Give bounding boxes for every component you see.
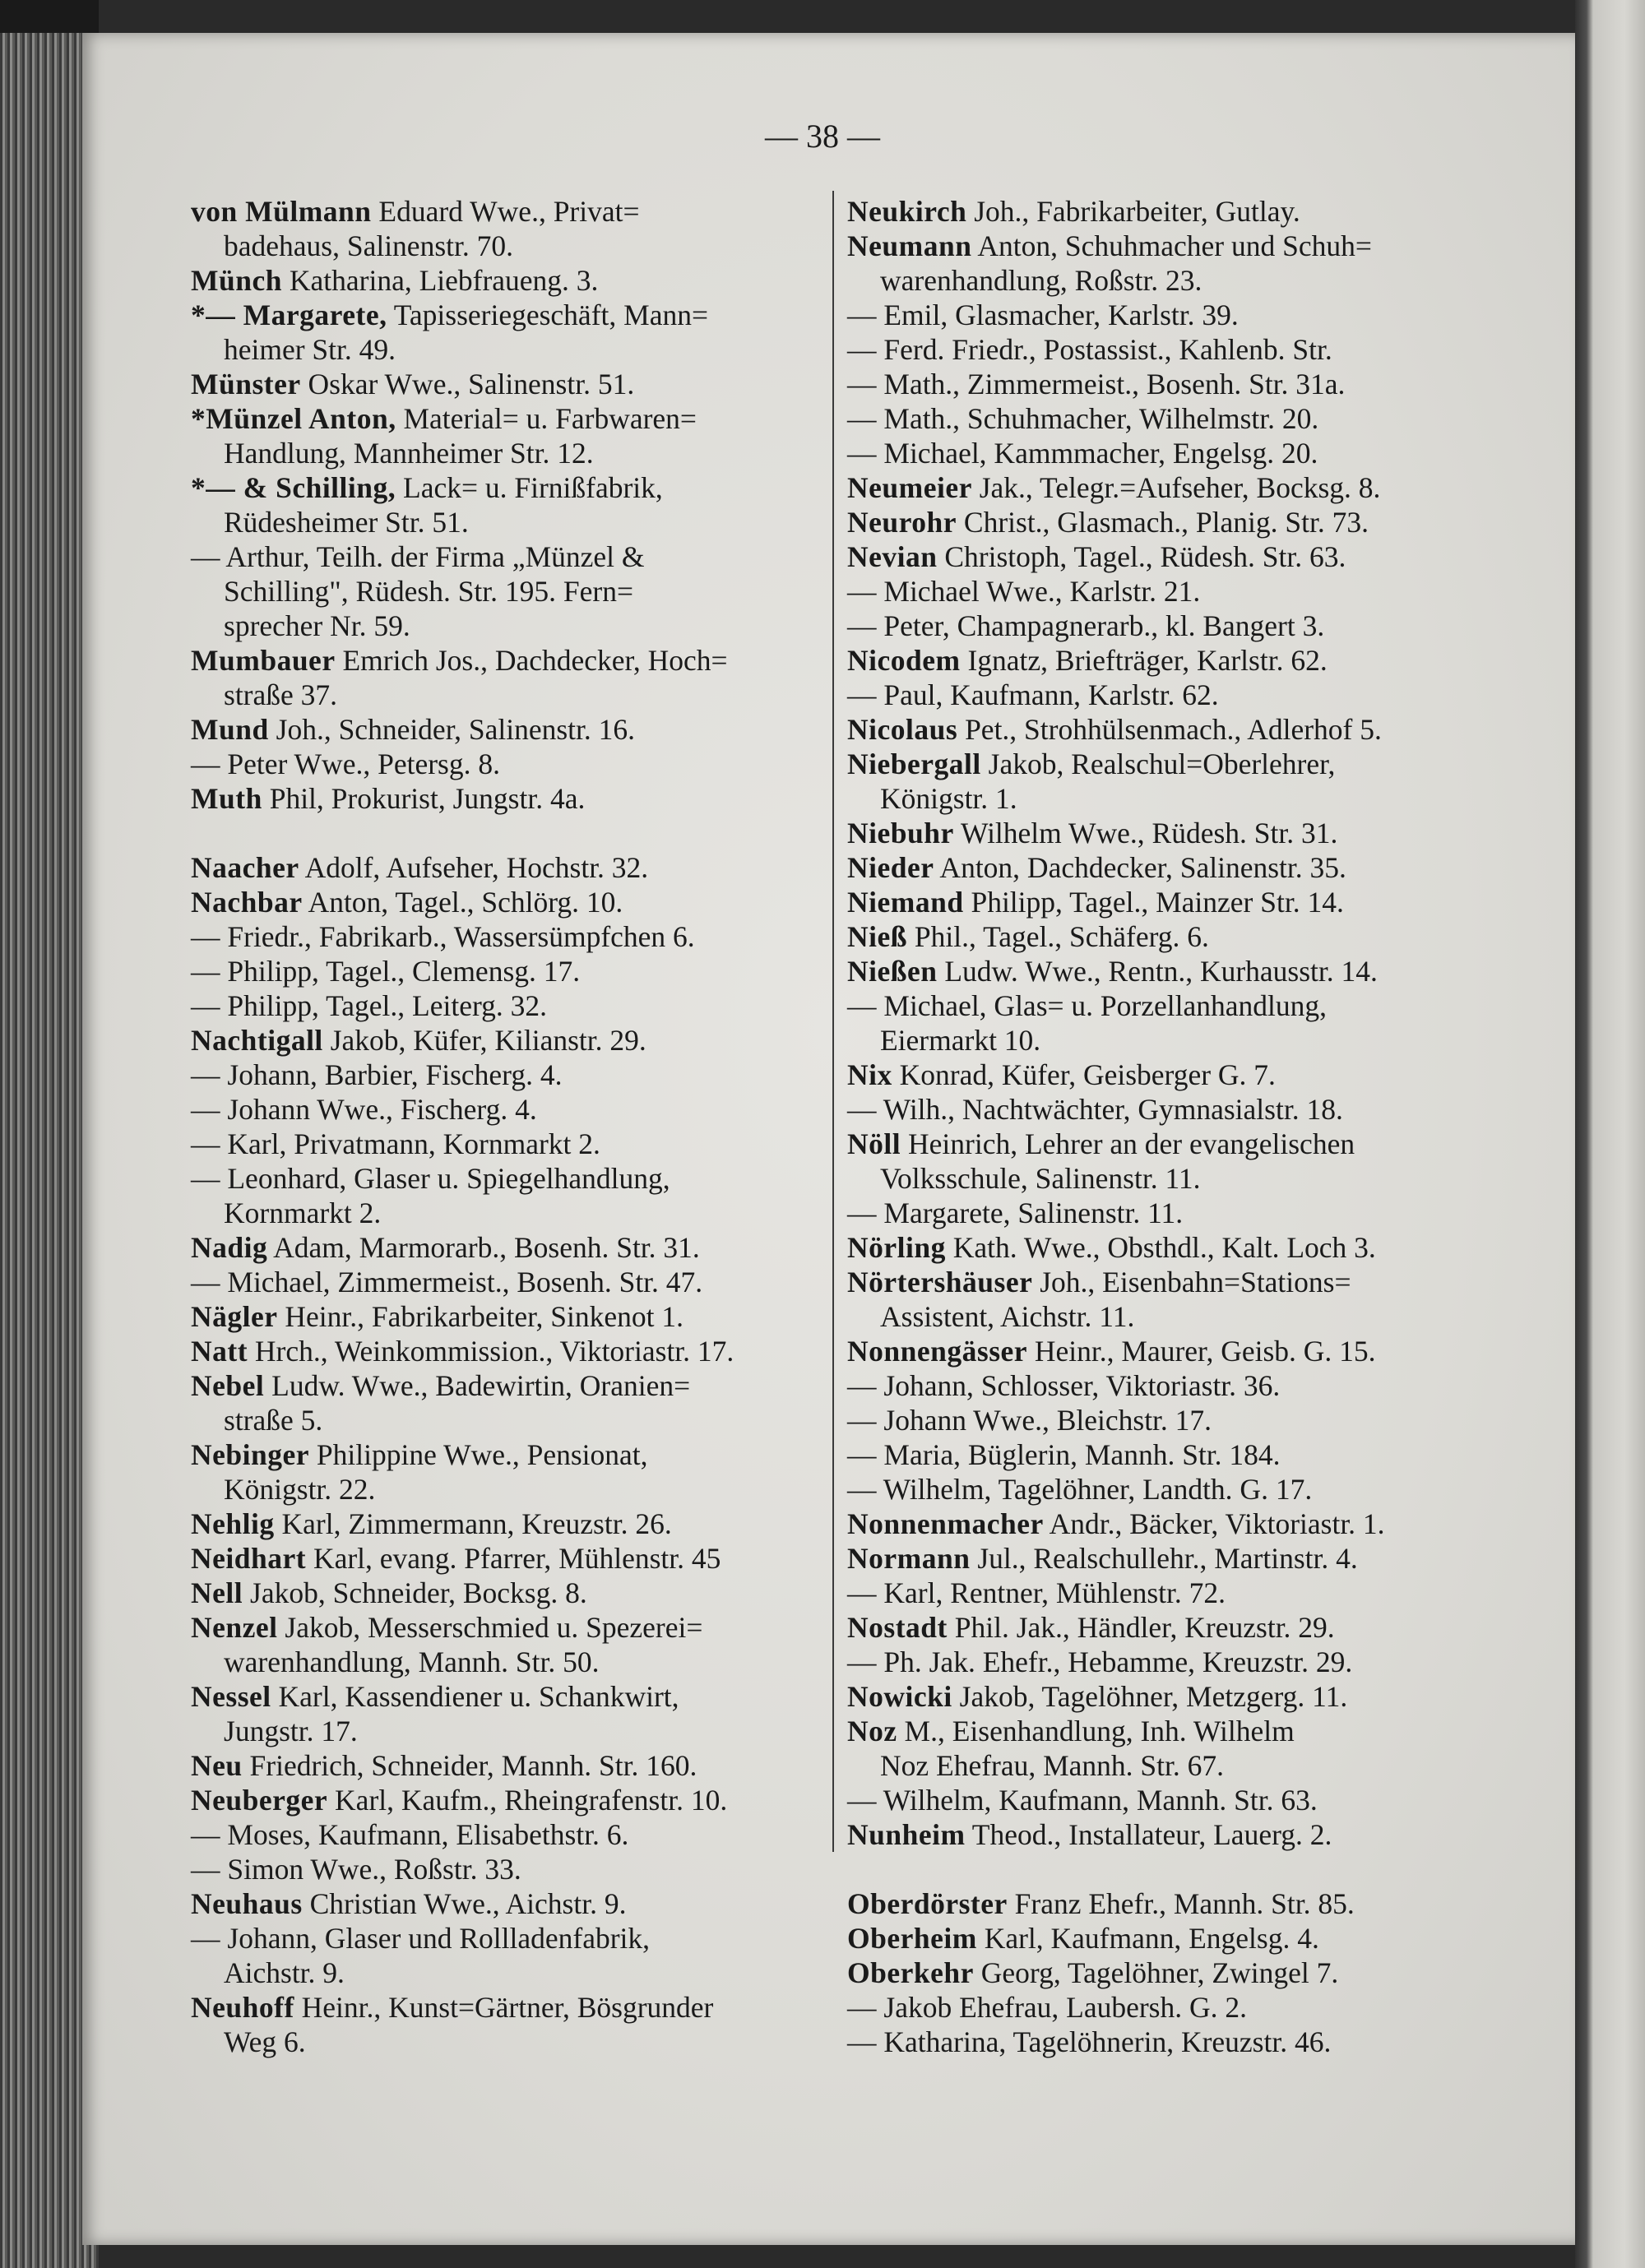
entry-surname: *— & Schilling,: [191, 471, 396, 504]
entry-surname: Neuhoff: [191, 1991, 294, 2024]
entry-details: Karl, Kaufm., Rheingrafenstr. 10.: [327, 1784, 728, 1817]
entry-details: Rüdesheimer Str. 51.: [224, 506, 469, 539]
entry-continuation-line: [191, 609, 831, 643]
entry-details: Karl, Kaufmann, Engelsg. 4.: [976, 1922, 1319, 1955]
entry-details: Jakob, Messerschmied u. Spezerei=: [277, 1611, 703, 1644]
directory-entry-line: [847, 1403, 1480, 1437]
entry-details: Adolf, Aufseher, Hochstr. 32.: [299, 851, 649, 884]
entry-details: Noz Ehefrau, Mannh. Str. 67.: [880, 1749, 1225, 1782]
directory-entry-line: [847, 1645, 1480, 1679]
entry-details: Andr., Bäcker, Viktoriastr. 1.: [1043, 1507, 1385, 1540]
entry-details: Hrch., Weinkommission., Viktoriastr. 17.: [248, 1335, 734, 1368]
entry-details: — Leonhard, Glaser u. Spiegelhandlung,: [191, 1162, 670, 1195]
entry-details: Theod., Installateur, Lauerg. 2.: [965, 1818, 1332, 1851]
entry-details: — Michael, Kammmacher, Engelsg. 20.: [847, 437, 1318, 470]
entry-details: Jakob, Schneider, Bocksg. 8.: [243, 1576, 587, 1609]
entry-surname: Oberdörster: [847, 1887, 1008, 1920]
entry-details: — Johann Wwe., Fischerg. 4.: [191, 1093, 537, 1126]
entry-surname: Nadig: [191, 1231, 268, 1264]
entry-continuation-line: [191, 2025, 831, 2059]
directory-entry-line: [847, 1334, 1480, 1368]
entry-surname: Neuberger: [191, 1784, 328, 1817]
entry-details: — Michael, Glas= u. Porzellanhandlung,: [847, 989, 1327, 1022]
directory-entry-line: [191, 367, 831, 401]
entry-surname: Nicolaus: [847, 713, 958, 746]
entry-surname: Naacher: [191, 851, 299, 884]
entry-surname: von Mülmann: [191, 195, 372, 228]
entry-surname: Nebel: [191, 1369, 265, 1402]
entry-details: Konrad, Küfer, Geisberger G. 7.: [892, 1058, 1276, 1091]
entry-details: Heinrich, Lehrer an der evangelischen: [901, 1127, 1355, 1160]
directory-entry-line: [847, 1507, 1480, 1541]
entry-continuation-line: [847, 1023, 1480, 1058]
directory-entry-line: [191, 781, 831, 816]
entry-continuation-line: [191, 332, 831, 367]
directory-entry-line: [847, 332, 1480, 367]
entry-details: — Wilh., Nachtwächter, Gymnasialstr. 18.: [847, 1093, 1343, 1126]
directory-entry-line: [191, 850, 831, 885]
entry-details: Königstr. 1.: [880, 782, 1017, 815]
directory-entry-line: [847, 816, 1480, 850]
directory-entry-line: [191, 1265, 831, 1299]
directory-entry-line: [191, 1230, 831, 1265]
entry-surname: Nessel: [191, 1680, 271, 1713]
entry-details: Material= u. Farbwaren=: [396, 402, 697, 435]
entry-details: Phil, Prokurist, Jungstr. 4a.: [262, 782, 586, 815]
entry-surname: Nachtigall: [191, 1024, 323, 1057]
entry-details: Handlung, Mannheimer Str. 12.: [224, 437, 594, 470]
directory-entry-line: [847, 1576, 1480, 1610]
entry-surname: Nevian: [847, 540, 938, 573]
book-gutter-edge: [1575, 0, 1645, 2268]
entry-surname: Neuhaus: [191, 1887, 303, 1920]
directory-entry-line: [847, 1886, 1480, 1921]
entry-continuation-line: [191, 1403, 831, 1437]
entry-details: Jungstr. 17.: [224, 1715, 358, 1747]
entry-surname: Normann: [847, 1542, 971, 1575]
entry-continuation-line: [191, 229, 831, 263]
entry-surname: Nix: [847, 1058, 892, 1091]
directory-entry-line: [847, 1714, 1480, 1748]
entry-details: Anton, Schuhmacher und Schuh=: [971, 229, 1372, 262]
directory-entry-line: [847, 1541, 1480, 1576]
directory-entry-line: [191, 919, 831, 954]
directory-entry-line: [191, 1368, 831, 1403]
directory-entry-line: [191, 1990, 831, 2025]
directory-entry-line: [191, 747, 831, 781]
entry-details: — Simon Wwe., Roßstr. 33.: [191, 1853, 521, 1886]
entry-surname: Neumeier: [847, 471, 972, 504]
entry-details: straße 37.: [224, 678, 338, 711]
directory-entry-line: [847, 988, 1480, 1023]
entry-continuation-line: [191, 678, 831, 712]
entry-surname: Nicodem: [847, 644, 961, 677]
entry-details: Assistent, Aichstr. 11.: [880, 1300, 1135, 1333]
entry-details: Katharina, Liebfraueng. 3.: [282, 264, 599, 297]
directory-entry-line: [847, 850, 1480, 885]
entry-surname: Neurohr: [847, 506, 957, 539]
directory-entry-line: [191, 1679, 831, 1714]
directory-entry-line: [847, 436, 1480, 470]
entry-details: heimer Str. 49.: [224, 333, 396, 366]
directory-entry-line: [191, 954, 831, 988]
entry-surname: Mumbauer: [191, 644, 336, 677]
entry-continuation-line: [191, 1714, 831, 1748]
column-divider: [832, 191, 834, 1852]
entry-details: — Math., Schuhmacher, Wilhelmstr. 20.: [847, 402, 1319, 435]
entry-details: warenhandlung, Mannh. Str. 50.: [224, 1645, 600, 1678]
directory-entry-line: [847, 1679, 1480, 1714]
directory-entry-line: [847, 367, 1480, 401]
entry-surname: Oberheim: [847, 1922, 977, 1955]
directory-entry-line: [191, 1886, 831, 1921]
entry-details: Karl, evang. Pfarrer, Mühlenstr. 45: [306, 1542, 721, 1575]
entry-details: Oskar Wwe., Salinenstr. 51.: [300, 368, 635, 400]
entry-details: Weg 6.: [224, 2025, 306, 2058]
entry-details: Joh., Eisenbahn=Stations=: [1032, 1266, 1351, 1298]
entry-surname: Nachbar: [191, 886, 303, 919]
directory-entry-line: [847, 539, 1480, 574]
entry-continuation-line: [847, 1161, 1480, 1196]
directory-entry-line: [847, 1092, 1480, 1127]
entry-surname: Nowicki: [847, 1680, 952, 1713]
directory-entry-line: [847, 470, 1480, 505]
entry-surname: *— Margarete,: [191, 299, 387, 331]
entry-details: — Moses, Kaufmann, Elisabethstr. 6.: [191, 1818, 629, 1851]
entry-surname: Nörling: [847, 1231, 946, 1264]
entry-details: Eduard Wwe., Privat=: [371, 195, 640, 228]
entry-details: Christian Wwe., Aichstr. 9.: [302, 1887, 627, 1920]
directory-entry-line: [191, 470, 831, 505]
entry-details: straße 5.: [224, 1404, 323, 1437]
entry-details: — Michael, Zimmermeist., Bosenh. Str. 47.: [191, 1266, 703, 1298]
directory-entry-line: [847, 1783, 1480, 1817]
entry-details: — Johann, Glaser und Rollladenfabrik,: [191, 1922, 651, 1955]
directory-entry-line: [191, 1334, 831, 1368]
entry-details: — Ph. Jak. Ehefr., Hebamme, Kreuzstr. 29.: [847, 1645, 1353, 1678]
directory-entry-line: [847, 1265, 1480, 1299]
entry-surname: Nieß: [847, 920, 907, 953]
entry-details: Emrich Jos., Dachdecker, Hoch=: [335, 644, 728, 677]
entry-surname: Niebergall: [847, 748, 981, 780]
directory-entry-line: [191, 1852, 831, 1886]
entry-surname: Noz: [847, 1715, 897, 1747]
entry-continuation-line: [191, 1956, 831, 1990]
entry-continuation-line: [191, 574, 831, 609]
entry-details: — Johann Wwe., Bleichstr. 17.: [847, 1404, 1212, 1437]
directory-entry-line: [847, 1368, 1480, 1403]
directory-entry-line: [191, 1817, 831, 1852]
right-column-directory-entries: [847, 194, 1480, 2059]
directory-entry-line: [191, 1127, 831, 1161]
entry-details: Heinr., Fabrikarbeiter, Sinkenot 1.: [277, 1300, 684, 1333]
directory-entry-line: [191, 539, 831, 574]
entry-details: — Peter Wwe., Petersg. 8.: [191, 748, 500, 780]
entry-details: — Friedr., Fabrikarb., Wassersümpfchen 6.: [191, 920, 695, 953]
entry-details: Ludw. Wwe., Rentn., Kurhausstr. 14.: [937, 955, 1378, 988]
entry-details: Schilling", Rüdesh. Str. 195. Fern=: [224, 575, 634, 608]
entry-surname: Nostadt: [847, 1611, 948, 1644]
entry-details: — Peter, Champagnerarb., kl. Bangert 3.: [847, 609, 1325, 642]
entry-continuation-line: [847, 1299, 1480, 1334]
directory-entry-line: [847, 954, 1480, 988]
entry-surname: Nörtershäuser: [847, 1266, 1033, 1298]
entry-details: — Ferd. Friedr., Postassist., Kahlenb. Str.: [847, 333, 1332, 366]
entry-surname: Neu: [191, 1749, 243, 1782]
entry-surname: Neukirch: [847, 195, 967, 228]
entry-details: Jakob, Realschul=Oberlehrer,: [980, 748, 1336, 780]
directory-entry-line: [191, 1783, 831, 1817]
entry-details: — Jakob Ehefrau, Laubersh. G. 2.: [847, 1991, 1248, 2024]
entry-details: — Karl, Rentner, Mühlenstr. 72.: [847, 1576, 1226, 1609]
left-column-directory-entries: [191, 194, 831, 2059]
entry-details: Franz Ehefr., Mannh. Str. 85.: [1007, 1887, 1355, 1920]
entry-details: warenhandlung, Roßstr. 23.: [880, 264, 1202, 297]
entry-continuation-line: [847, 1748, 1480, 1783]
entry-surname: Nonnengässer: [847, 1335, 1028, 1368]
entry-details: Anton, Tagel., Schlörg. 10.: [302, 886, 623, 919]
entry-details: — Katharina, Tagelöhnerin, Kreuzstr. 46.: [847, 2025, 1332, 2058]
entry-details: Jakob, Küfer, Kilianstr. 29.: [322, 1024, 646, 1057]
directory-entry-line: [847, 194, 1480, 229]
entry-surname: Mund: [191, 713, 269, 746]
directory-entry-line: [191, 1748, 831, 1783]
entry-details: Karl, Zimmermann, Kreuzstr. 26.: [274, 1507, 672, 1540]
entry-details: Kath. Wwe., Obsthdl., Kalt. Loch 3.: [945, 1231, 1376, 1264]
entry-details: Pet., Strohhülsenmach., Adlerhof 5.: [957, 713, 1382, 746]
entry-details: — Karl, Privatmann, Kornmarkt 2.: [191, 1127, 600, 1160]
entry-details: Philipp, Tagel., Mainzer Str. 14.: [963, 886, 1344, 919]
entry-surname: Nägler: [191, 1300, 278, 1333]
entry-details: — Johann, Schlosser, Viktoriastr. 36.: [847, 1369, 1281, 1402]
directory-entry-line: [191, 1610, 831, 1645]
directory-entry-line: [847, 229, 1480, 263]
entry-details: — Michael Wwe., Karlstr. 21.: [847, 575, 1201, 608]
directory-entry-line: [847, 1956, 1480, 1990]
directory-entry-line: [847, 1990, 1480, 2025]
directory-entry-line: [191, 1437, 831, 1472]
directory-entry-line: [847, 1196, 1480, 1230]
entry-details: Philippine Wwe., Pensionat,: [309, 1438, 648, 1471]
entry-details: Ludw. Wwe., Badewirtin, Oranien=: [264, 1369, 691, 1402]
entry-details: Heinr., Kunst=Gärtner, Bösgrunder: [294, 1991, 714, 2024]
entry-details: Phil., Tagel., Schäferg. 6.: [907, 920, 1209, 953]
entry-continuation-line: [191, 436, 831, 470]
entry-continuation-line: [191, 1196, 831, 1230]
directory-entry-line: [191, 1161, 831, 1196]
entry-surname: *Münzel Anton,: [191, 402, 396, 435]
directory-entry-line: [191, 1092, 831, 1127]
entry-details: Volksschule, Salinenstr. 11.: [880, 1162, 1201, 1195]
entry-details: Adam, Marmorarb., Bosenh. Str. 31.: [267, 1231, 700, 1264]
directory-entry-line: [191, 1541, 831, 1576]
directory-entry-line: [847, 609, 1480, 643]
entry-details: — Philipp, Tagel., Leiterg. 32.: [191, 989, 548, 1022]
entry-details: Jakob, Tagelöhner, Metzgerg. 11.: [952, 1680, 1348, 1713]
entry-surname: Muth: [191, 782, 262, 815]
entry-surname: Nell: [191, 1576, 243, 1609]
entry-details: — Emil, Glasmacher, Karlstr. 39.: [847, 299, 1239, 331]
entry-details: Königstr. 22.: [224, 1473, 376, 1506]
directory-entry-line: [847, 678, 1480, 712]
entry-surname: Münch: [191, 264, 282, 297]
directory-entry-line: [847, 1472, 1480, 1507]
entry-surname: Nießen: [847, 955, 938, 988]
entry-surname: Neidhart: [191, 1542, 307, 1575]
entry-continuation-line: [191, 1645, 831, 1679]
entry-details: Georg, Tagelöhner, Zwingel 7.: [973, 1956, 1339, 1989]
entry-details: Eiermarkt 10.: [880, 1024, 1041, 1057]
blank-line: [191, 816, 831, 850]
entry-details: Christ., Glasmach., Planig. Str. 73.: [957, 506, 1369, 539]
entry-surname: Münster: [191, 368, 301, 400]
entry-details: M., Eisenhandlung, Inh. Wilhelm: [897, 1715, 1295, 1747]
entry-details: Anton, Dachdecker, Salinenstr. 35.: [934, 851, 1346, 884]
entry-details: Phil. Jak., Händler, Kreuzstr. 29.: [947, 1611, 1335, 1644]
entry-surname: Neumann: [847, 229, 972, 262]
entry-details: — Arthur, Teilh. der Firma „Münzel &: [191, 540, 645, 573]
directory-entry-line: [847, 505, 1480, 539]
entry-continuation-line: [191, 1472, 831, 1507]
entry-details: Aichstr. 9.: [224, 1956, 345, 1989]
directory-entry-line: [191, 1507, 831, 1541]
blank-line: [847, 1852, 1480, 1886]
entry-details: — Margarete, Salinenstr. 11.: [847, 1196, 1184, 1229]
directory-entry-line: [847, 1437, 1480, 1472]
entry-details: Joh., Fabrikarbeiter, Gutlay.: [966, 195, 1300, 228]
entry-surname: Nenzel: [191, 1611, 278, 1644]
entry-details: sprecher Nr. 59.: [224, 609, 410, 642]
directory-entry-line: [847, 712, 1480, 747]
entry-surname: Natt: [191, 1335, 248, 1368]
entry-details: Tapisseriegeschäft, Mann=: [387, 299, 708, 331]
entry-surname: Niemand: [847, 886, 964, 919]
directory-entry-line: [847, 1127, 1480, 1161]
entry-details: Wilhelm Wwe., Rüdesh. Str. 31.: [953, 817, 1338, 849]
directory-entry-line: [191, 1576, 831, 1610]
directory-entry-line: [191, 1023, 831, 1058]
directory-entry-line: [847, 1921, 1480, 1956]
directory-entry-line: [191, 885, 831, 919]
directory-entry-line: [847, 401, 1480, 436]
entry-continuation-line: [847, 263, 1480, 298]
directory-entry-line: [191, 988, 831, 1023]
entry-surname: Nöll: [847, 1127, 901, 1160]
directory-entry-line: [847, 747, 1480, 781]
entry-details: Jul., Realschullehr., Martinstr. 4.: [970, 1542, 1358, 1575]
entry-details: badehaus, Salinenstr. 70.: [224, 229, 513, 262]
entry-details: — Wilhelm, Kaufmann, Mannh. Str. 63.: [847, 1784, 1318, 1817]
entry-details: — Math., Zimmermeist., Bosenh. Str. 31a.: [847, 368, 1346, 400]
directory-entry-line: [191, 712, 831, 747]
directory-entry-line: [847, 643, 1480, 678]
entry-details: Friedrich, Schneider, Mannh. Str. 160.: [242, 1749, 697, 1782]
page-number: — 38 —: [765, 118, 880, 155]
directory-entry-line: [191, 1058, 831, 1092]
directory-entry-line: [191, 263, 831, 298]
directory-entry-line: [847, 885, 1480, 919]
entry-details: — Philipp, Tagel., Clemensg. 17.: [191, 955, 581, 988]
directory-entry-line: [191, 298, 831, 332]
entry-continuation-line: [847, 781, 1480, 816]
directory-entry-line: [847, 1230, 1480, 1265]
directory-entry-line: [847, 1610, 1480, 1645]
entry-surname: Nieder: [847, 851, 934, 884]
entry-details: — Wilhelm, Tagelöhner, Landth. G. 17.: [847, 1473, 1313, 1506]
entry-details: Jak., Telegr.=Aufseher, Bocksg. 8.: [971, 471, 1381, 504]
directory-entry-line: [191, 1299, 831, 1334]
entry-continuation-line: [191, 505, 831, 539]
entry-surname: Nebinger: [191, 1438, 310, 1471]
directory-entry-line: [847, 919, 1480, 954]
entry-details: Kornmarkt 2.: [224, 1196, 382, 1229]
directory-entry-line: [191, 643, 831, 678]
entry-details: Christoph, Tagel., Rüdesh. Str. 63.: [937, 540, 1346, 573]
entry-details: — Johann, Barbier, Fischerg. 4.: [191, 1058, 563, 1091]
directory-entry-line: [847, 2025, 1480, 2059]
directory-entry-line: [191, 401, 831, 436]
entry-details: Joh., Schneider, Salinenstr. 16.: [268, 713, 635, 746]
entry-surname: Nonnenmacher: [847, 1507, 1044, 1540]
entry-details: Heinr., Maurer, Geisb. G. 15.: [1027, 1335, 1376, 1368]
entry-details: Karl, Kassendiener u. Schankwirt,: [271, 1680, 679, 1713]
entry-details: — Maria, Büglerin, Mannh. Str. 184.: [847, 1438, 1281, 1471]
entry-surname: Nehlig: [191, 1507, 275, 1540]
entry-surname: Niebuhr: [847, 817, 954, 849]
directory-entry-line: [847, 1058, 1480, 1092]
entry-surname: Oberkehr: [847, 1956, 974, 1989]
entry-details: — Paul, Kaufmann, Karlstr. 62.: [847, 678, 1219, 711]
directory-entry-line: [847, 574, 1480, 609]
entry-details: Ignatz, Briefträger, Karlstr. 62.: [960, 644, 1328, 677]
directory-entry-line: [847, 1817, 1480, 1852]
directory-entry-line: [191, 1921, 831, 1956]
directory-entry-line: [191, 194, 831, 229]
entry-surname: Nunheim: [847, 1818, 966, 1851]
directory-entry-line: [847, 298, 1480, 332]
entry-details: Lack= u. Firnißfabrik,: [396, 471, 663, 504]
